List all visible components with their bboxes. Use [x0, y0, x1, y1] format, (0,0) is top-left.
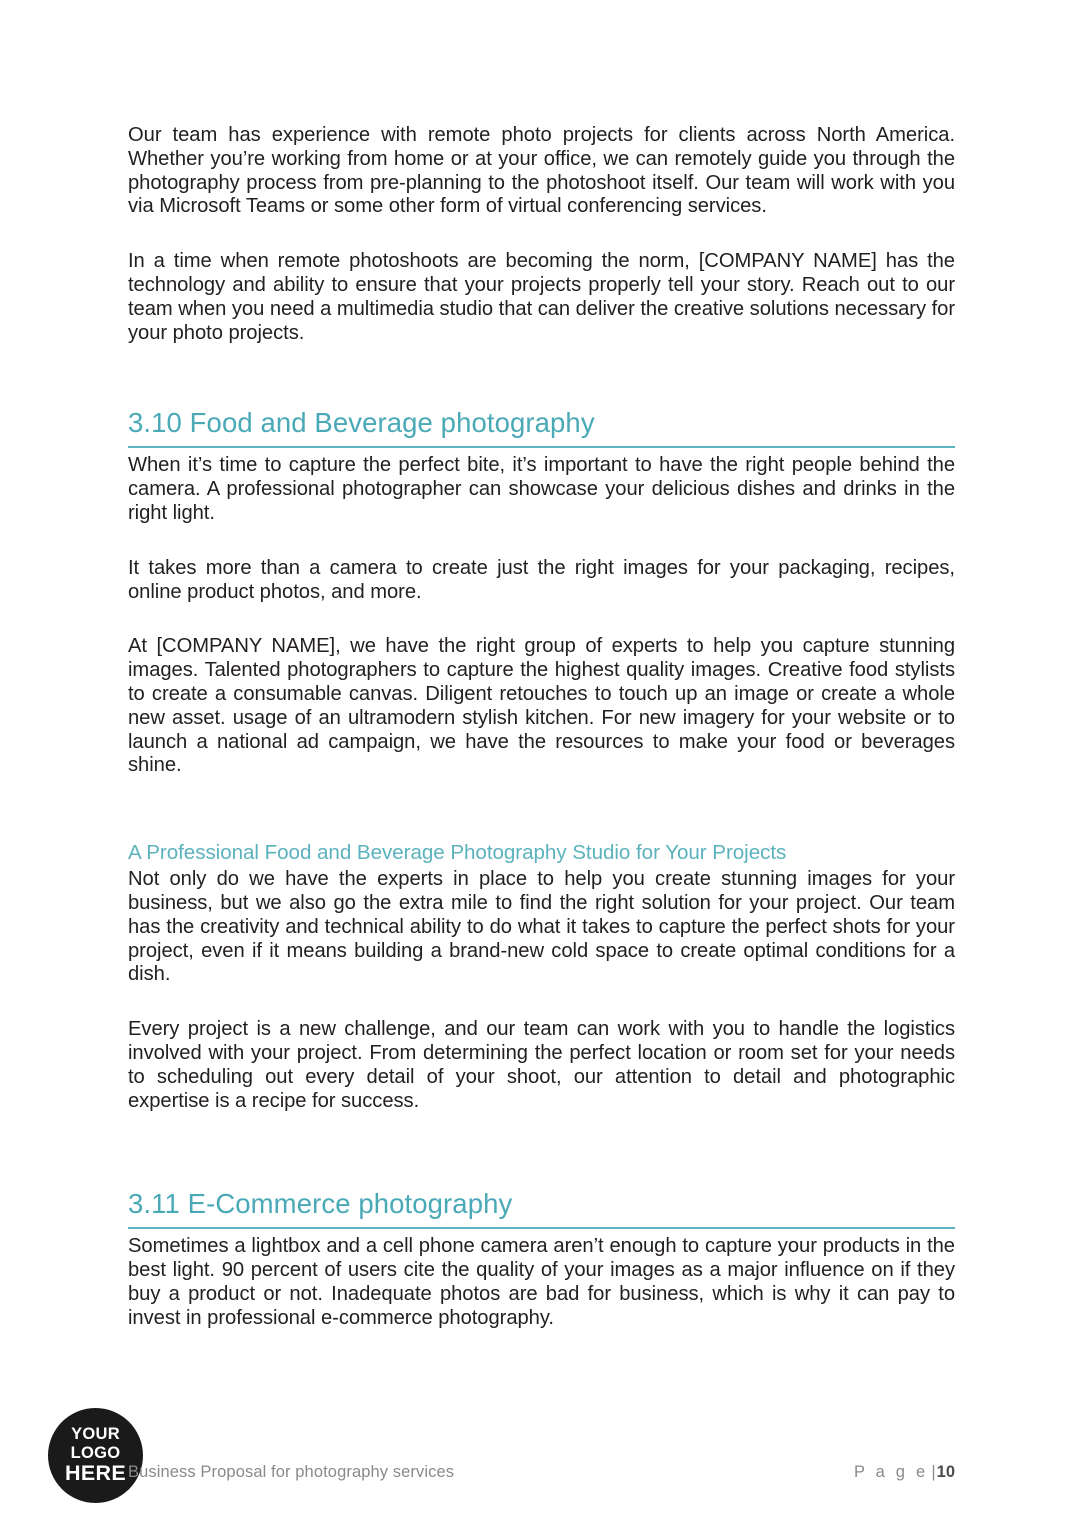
subheading-food-studio: A Professional Food and Beverage Photography Studio for Your Projects — [128, 841, 787, 865]
paragraph-ecommerce-1: Sometimes a lightbox and a cell phone camera aren’t enough to capture your products in the best light. 90 percent of users cite the quality of your images as a major influence on if they buy a product or not. Inadequate photos are bad for business, which is why it can pay to invest in professional e-commerce photography. — [128, 1235, 955, 1329]
paragraph-intro-1: Our team has experience with remote photo projects for clients across North America. Whether you’re working from home or at your office, we can remotely guide you through the photography process from pre-planning to the photoshoot itself. Our team will work with you via Microsoft Teams or some other form of virtual conferencing services. — [128, 124, 955, 218]
paragraph-food-3: At [COMPANY NAME], we have the right group of experts to help you capture stunning images. Talented photographers to capture the highest quality images. Creative food stylists to create a consumable canvas. Diligent retouches to touch up an image or create a whole new asset. usage of an ultramodern stylish kitchen. For new imagery for your website or to launch a national ad campaign, we have the resources to make your food or beverages shine. — [128, 635, 955, 777]
spacer-before-subheading — [128, 809, 955, 840]
page-footer — [0, 1408, 1086, 1536]
footer-page-number: 10 — [936, 1463, 955, 1481]
footer-document-title: Business Proposal for photography services — [128, 1463, 455, 1481]
paragraph-studio-2: Every project is a new challenge, and our team can work with you to handle the logistics involved with your project. From determining the perfect location or room set for your needs to scheduling out every detail of your shoot, our attention to detail and photographic expertise is a recipe for success. — [128, 1018, 955, 1112]
paragraph-food-1: When it’s time to capture the perfect bite, it’s important to have the right people behind the camera. A professional photographer can showcase your delicious dishes and drinks in the right light. — [128, 454, 955, 524]
footer-page-label: P a g e — [853, 1463, 929, 1481]
logo-line-your: YOUR — [71, 1425, 120, 1444]
page-content — [128, 124, 955, 1331]
footer-page-indicator — [854, 1463, 955, 1482]
logo-line-logo: LOGO — [70, 1443, 121, 1462]
section-heading-3-11: 3.11 E-Commerce photography — [128, 1188, 955, 1229]
paragraph-studio-1: Not only do we have the experts in place to help you create stunning images for your business, but we also go the extra mile to find the right solution for your project. Our team has the creativity and technical ability to do what it takes to capture the perfect shots for your project, even if it means building a brand-new cold space to create optimal conditions for a dish. — [128, 868, 955, 986]
section-heading-3-10: 3.10 Food and Beverage photography — [128, 407, 955, 448]
logo-line-here: HERE — [65, 1461, 126, 1486]
footer-page-separator: | — [931, 1463, 936, 1481]
spacer-before-section-311 — [128, 1144, 955, 1188]
footer-bar — [128, 1463, 955, 1482]
spacer-before-section-310 — [128, 376, 955, 407]
logo-placeholder — [48, 1408, 143, 1503]
paragraph-intro-2: In a time when remote photoshoots are becoming the norm, [COMPANY NAME] has the technology and ability to ensure that your projects properly tell your story. Reach out to our team when you need a multimedia studio that can deliver the creative solutions necessary for your photo projects. — [128, 250, 955, 344]
paragraph-food-2: It takes more than a camera to create just the right images for your packaging, recipes, online product photos, and more. — [128, 556, 955, 603]
